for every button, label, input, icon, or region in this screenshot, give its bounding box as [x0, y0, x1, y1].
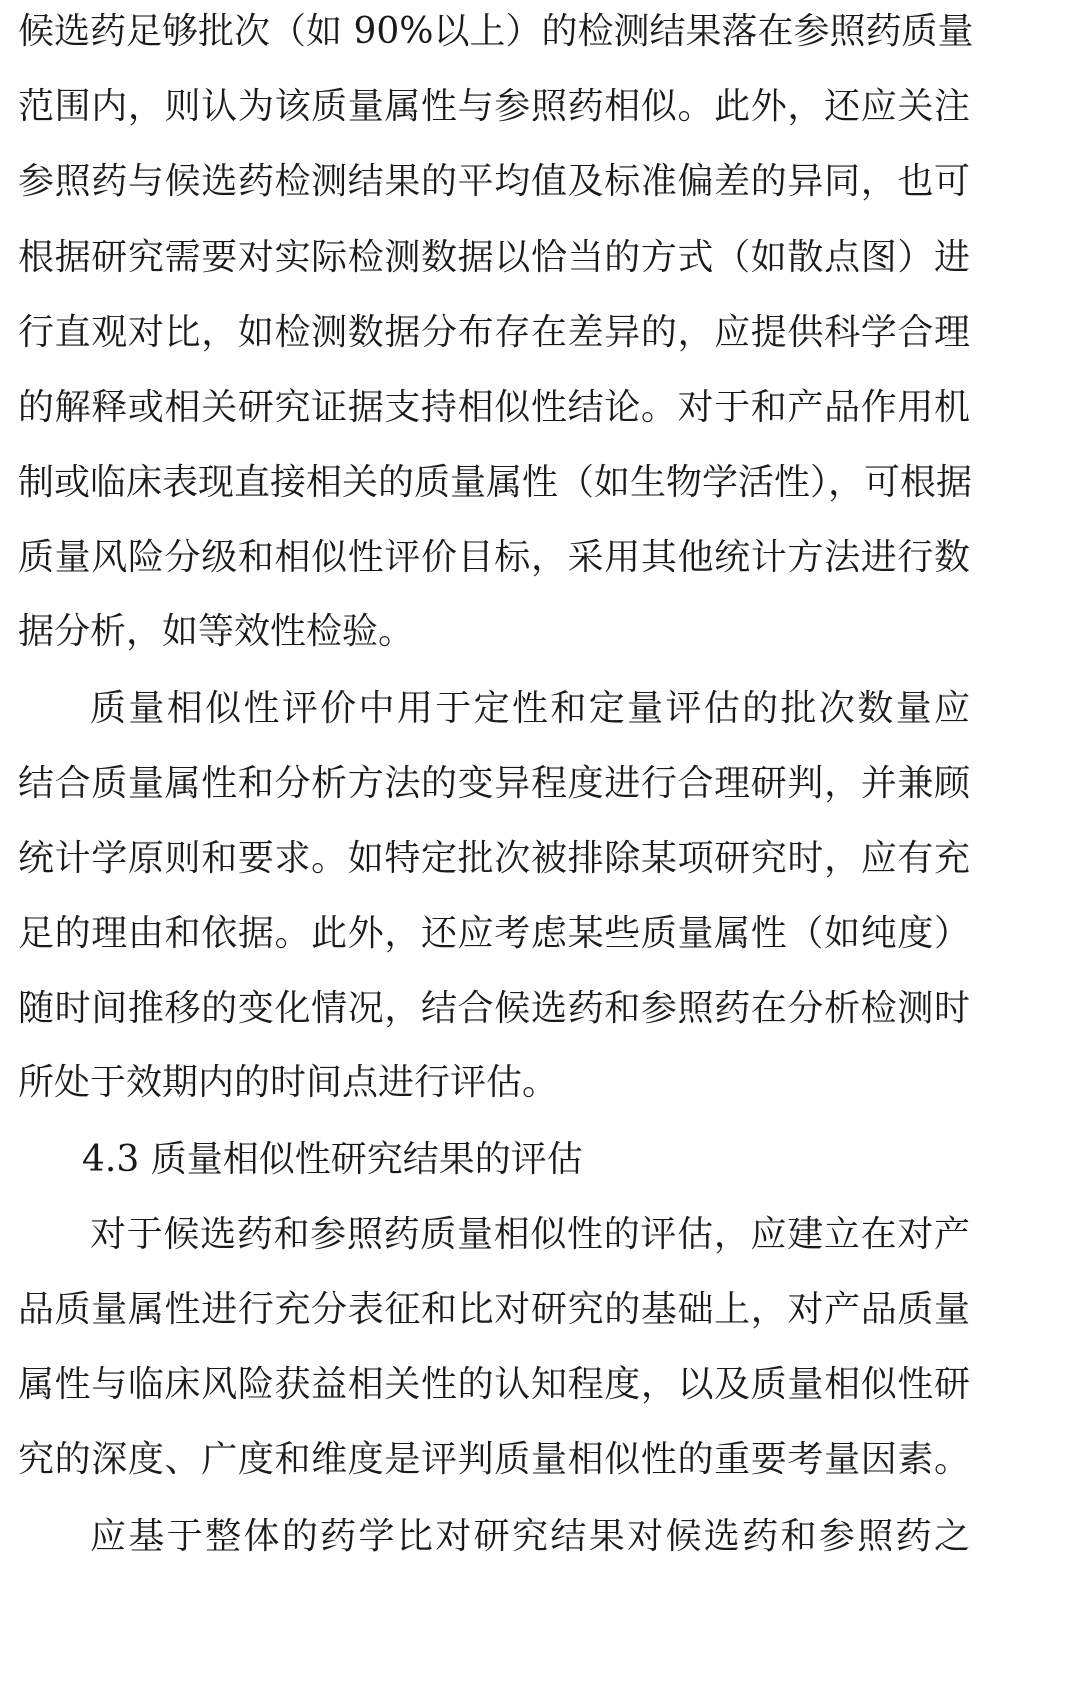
- text-line: 结合质量属性和分析方法的变异程度进行合理研判，并兼顾: [18, 763, 970, 804]
- text-line: 属性与临床风险获益相关性的认知程度，以及质量相似性研: [18, 1364, 970, 1405]
- text-line: 质量风险分级和相似性评价目标，采用其他统计方法进行数: [18, 537, 970, 578]
- text-line: 的解释或相关研究证据支持相似性结论。对于和产品作用机: [18, 387, 970, 428]
- text-line: 范围内，则认为该质量属性与参照药相似。此外，还应关注: [18, 86, 970, 127]
- text-line: 统计学原则和要求。如特定批次被排除某项研究时，应有充: [18, 838, 970, 879]
- text-line: 行直观对比，如检测数据分布存在差异的，应提供科学合理: [18, 312, 970, 353]
- text-line: 对于候选药和参照药质量相似性的评估，应建立在对产: [90, 1214, 970, 1255]
- text-line: 品质量属性进行充分表征和比对研究的基础上，对产品质量: [18, 1289, 970, 1330]
- text-line: 质量相似性评价中用于定性和定量评估的批次数量应: [90, 688, 970, 729]
- text-line: 足的理由和依据。此外，还应考虑某些质量属性（如纯度）: [18, 913, 970, 954]
- text-line: 据分析，如等效性检验。: [18, 611, 415, 652]
- text-line: 所处于效期内的时间点进行评估。: [18, 1062, 559, 1103]
- text-line: 应基于整体的药学比对研究结果对候选药和参照药之: [90, 1516, 970, 1557]
- text-line: 根据研究需要对实际检测数据以恰当的方式（如散点图）进: [18, 237, 970, 278]
- text-line: 制或临床表现直接相关的质量属性（如生物学活性），可根据: [18, 462, 973, 503]
- section-heading: 4.3 质量相似性研究结果的评估: [82, 1139, 583, 1180]
- text-line: 候选药足够批次（如 90%以上）的检测结果落在参照药质量: [18, 11, 974, 52]
- text-line: 参照药与候选药检测结果的平均值及标准偏差的异同，也可: [18, 161, 970, 202]
- text-line: 随时间推移的变化情况，结合候选药和参照药在分析检测时: [18, 988, 970, 1029]
- text-line: 究的深度、广度和维度是评判质量相似性的重要考量因素。: [18, 1439, 970, 1480]
